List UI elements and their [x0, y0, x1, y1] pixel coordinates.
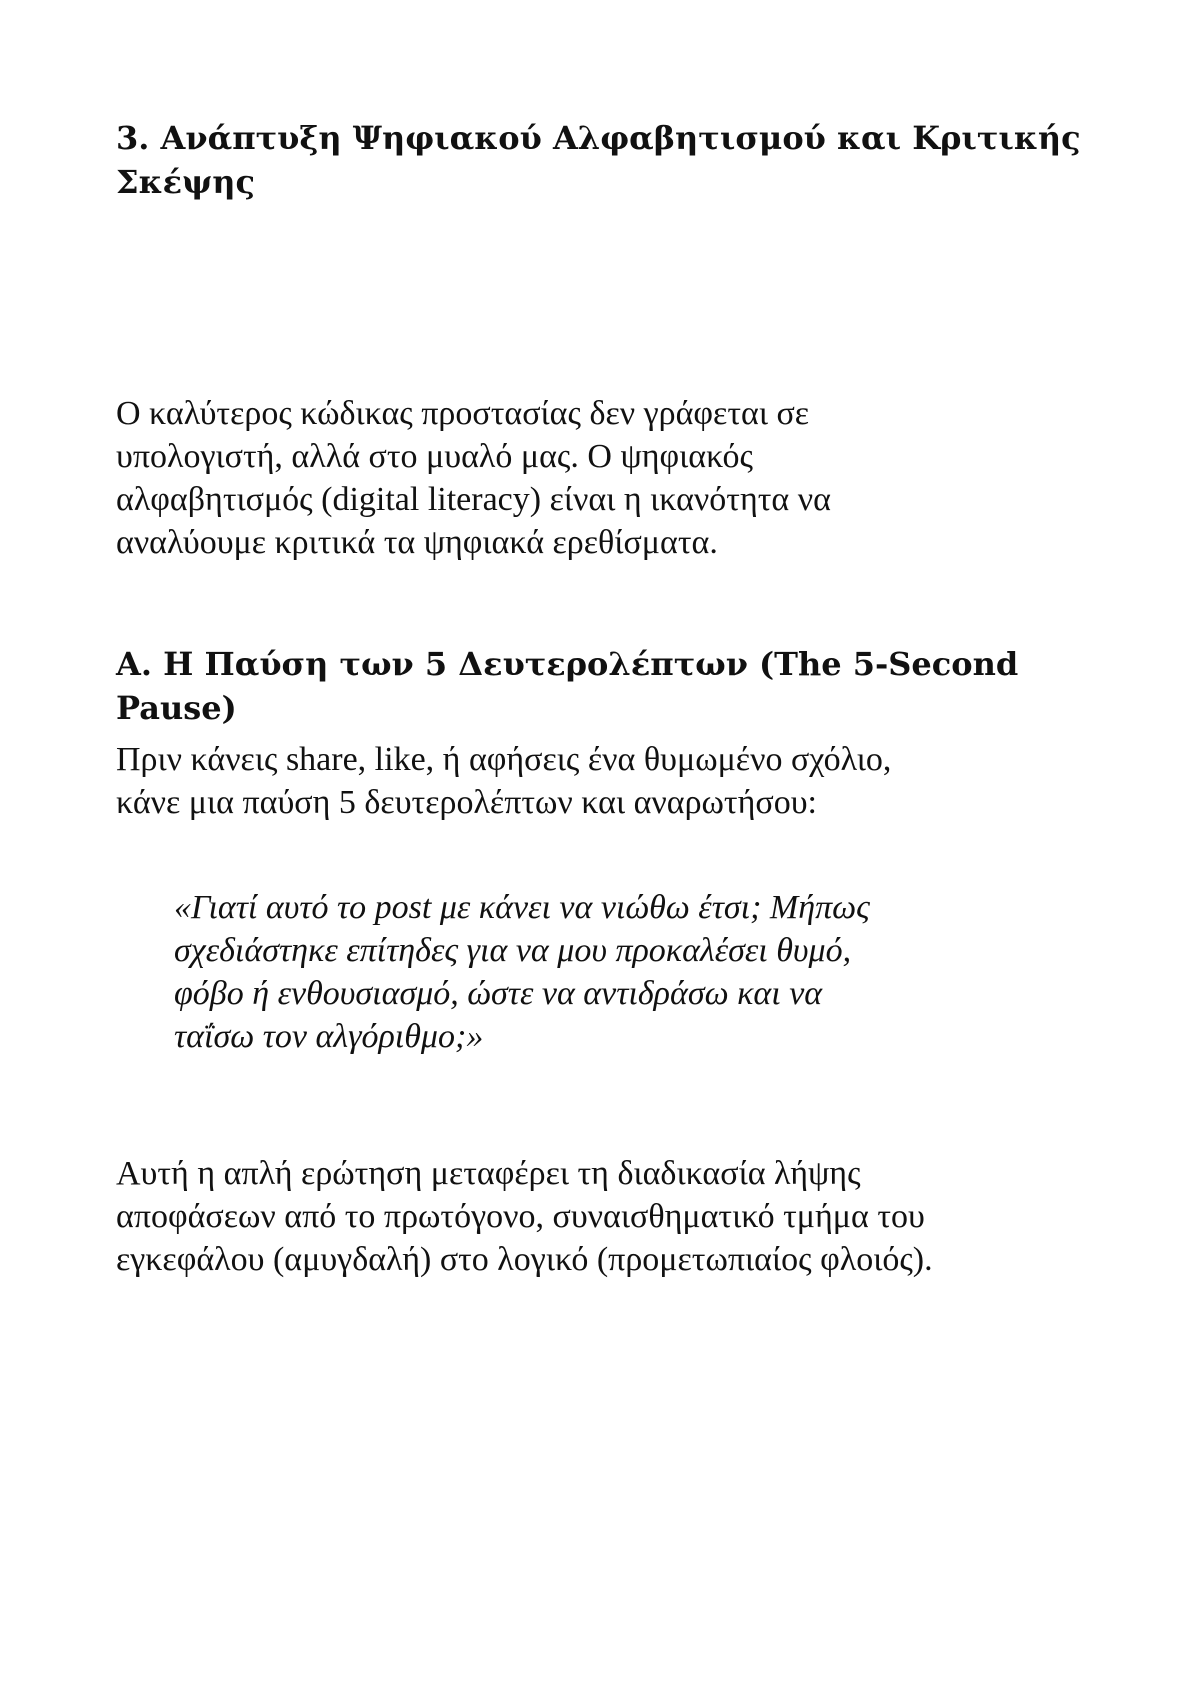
lead-paragraph-line-2: κάνε μια παύση 5 δευτερολέπτων και αναρωτήσου: [116, 784, 817, 821]
outro-paragraph-line-1: Αυτή η απλή ερώτηση μεταφέρει τη διαδικασία λήψης [116, 1155, 861, 1192]
outro-paragraph [116, 1152, 1106, 1281]
intro-paragraph-line-4: αναλύουμε κριτικά τα ψηφιακά ερεθίσματα. [116, 524, 718, 561]
outro-paragraph-line-3: εγκεφάλου (αμυγδαλή) στο λογικό (προμετωπιαίος φλοιός). [116, 1241, 933, 1278]
intro-paragraph-line-3: αλφαβητισμός (digital literacy) είναι η ικανότητα να [116, 481, 831, 518]
lead-paragraph [116, 738, 1076, 824]
lead-paragraph-line-1: Πριν κάνεις share, like, ή αφήσεις ένα θυμωμένο σχόλιο, [116, 741, 892, 778]
section-heading-line-2: Σκέψης [116, 163, 255, 201]
quote-line-4: ταΐσω τον αλγόριθμο;» [174, 1018, 484, 1055]
section-heading-line-1: 3. Ανάπτυξη Ψηφιακού Αλφαβητισμού και Κριτικής [116, 119, 1081, 157]
subsection-heading-line-2: Pause) [116, 689, 237, 727]
quote-line-2: σχεδιάστηκε επίτηδες για να μου προκαλέσει θυμό, [174, 932, 852, 969]
section-heading [116, 116, 1081, 204]
quote-line-3: φόβο ή ενθουσιασμό, ώστε να αντιδράσω και να [174, 975, 823, 1012]
intro-paragraph-line-1: Ο καλύτερος κώδικας προστασίας δεν γράφεται σε [116, 395, 810, 432]
pause-quote [174, 886, 1054, 1058]
subsection-heading-line-1: Α. Η Παύση των 5 Δευτερολέπτων (The 5-Second [116, 645, 1019, 683]
intro-paragraph-line-2: υπολογιστή, αλλά στο μυαλό μας. Ο ψηφιακός [116, 438, 753, 475]
intro-paragraph [116, 392, 1076, 564]
quote-line-1: «Γιατί αυτό το post με κάνει να νιώθω έτσι; Μήπως [174, 889, 870, 926]
subsection-heading [116, 642, 1076, 730]
outro-paragraph-line-2: αποφάσεων από το πρωτόγονο, συναισθηματικό τμήμα του [116, 1198, 925, 1235]
